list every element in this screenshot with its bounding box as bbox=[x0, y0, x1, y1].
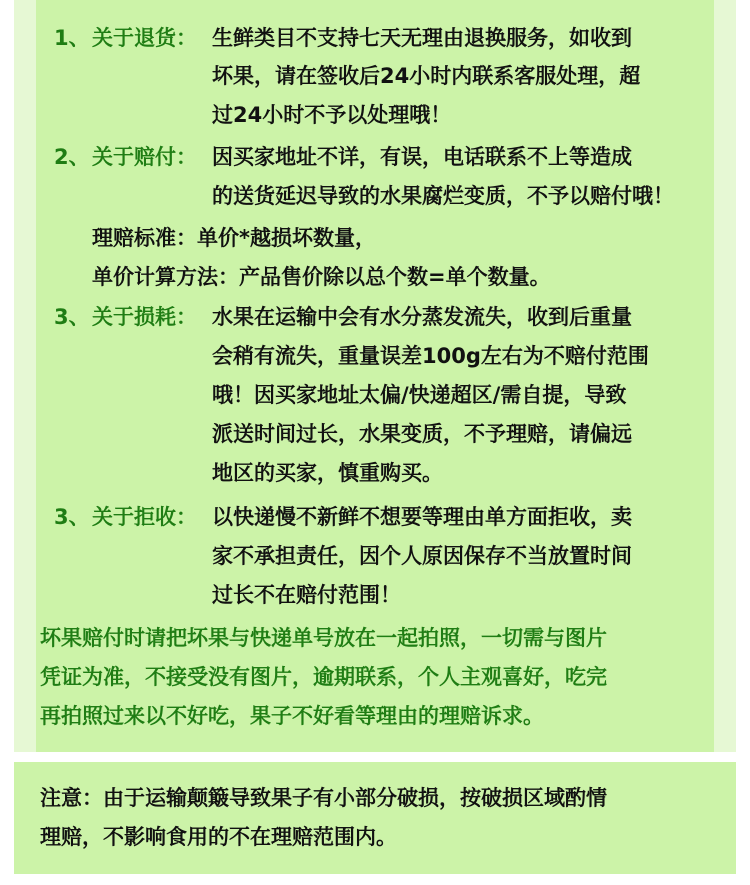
policy-panel bbox=[14, 0, 736, 752]
item-heading-compensation: 关于赔付： bbox=[92, 145, 197, 169]
photo-rule-line: 坏果赔付时请把坏果与快递单号放在一起拍照，一切需与图片 bbox=[40, 626, 607, 650]
photo-rule-line: 凭证为准，不接受没有图片，逾期联系，个人主观喜好，吃完 bbox=[40, 665, 607, 689]
unit-price-method: 单价计算方法：产品售价除以总个数=单个数量。 bbox=[92, 265, 551, 289]
item-text-line: 派送时间过长，水果变质，不予理赔，请偏远 bbox=[212, 422, 632, 446]
item-heading-loss: 关于损耗： bbox=[92, 305, 197, 329]
notice-line: 理赔，不影响食用的不在理赔范围内。 bbox=[40, 825, 397, 849]
item-text-line: 过24小时不予以处理哦！ bbox=[212, 103, 452, 127]
photo-rule-line: 再拍照过来以不好吃，果子不好看等理由的理赔诉求。 bbox=[40, 704, 544, 728]
item-heading-returns: 关于退货： bbox=[92, 26, 197, 50]
item-text-line: 坏果，请在签收后24小时内联系客服处理，超 bbox=[212, 64, 641, 88]
notice-panel-inner bbox=[14, 762, 736, 874]
item-heading-rejection: 关于拒收： bbox=[92, 505, 197, 529]
notice-line: 注意：由于运输颠簸导致果子有小部分破损，按破损区域酌情 bbox=[40, 786, 607, 810]
item-text-line: 的送货延迟导致的水果腐烂变质，不予以赔付哦！ bbox=[212, 184, 674, 208]
compensation-standard: 理赔标准：单价*越损坏数量， bbox=[92, 226, 376, 250]
item-text-line: 因买家地址不详，有误，电话联系不上等造成 bbox=[212, 145, 632, 169]
policy-panel-inner bbox=[36, 0, 714, 752]
item-text-line: 家不承担责任，因个人原因保存不当放置时间 bbox=[212, 544, 632, 568]
item-text-line: 会稍有流失，重量误差100g左右为不赔付范围 bbox=[212, 344, 649, 368]
item-text-line: 生鲜类目不支持七天无理由退换服务，如收到 bbox=[212, 26, 632, 50]
item-number: 3、 bbox=[54, 505, 90, 529]
item-number: 1、 bbox=[54, 26, 90, 50]
notice-panel bbox=[14, 762, 736, 874]
item-number: 3、 bbox=[54, 305, 90, 329]
item-text-line: 地区的买家，慎重购买。 bbox=[212, 461, 443, 485]
item-text-line: 以快递慢不新鲜不想要等理由单方面拒收，卖 bbox=[212, 505, 632, 529]
item-text-line: 水果在运输中会有水分蒸发流失，收到后重量 bbox=[212, 305, 632, 329]
item-text-line: 过长不在赔付范围！ bbox=[212, 583, 401, 607]
item-text-line: 哦！因买家地址太偏/快递超区/需自提，导致 bbox=[212, 383, 627, 407]
item-number: 2、 bbox=[54, 145, 90, 169]
